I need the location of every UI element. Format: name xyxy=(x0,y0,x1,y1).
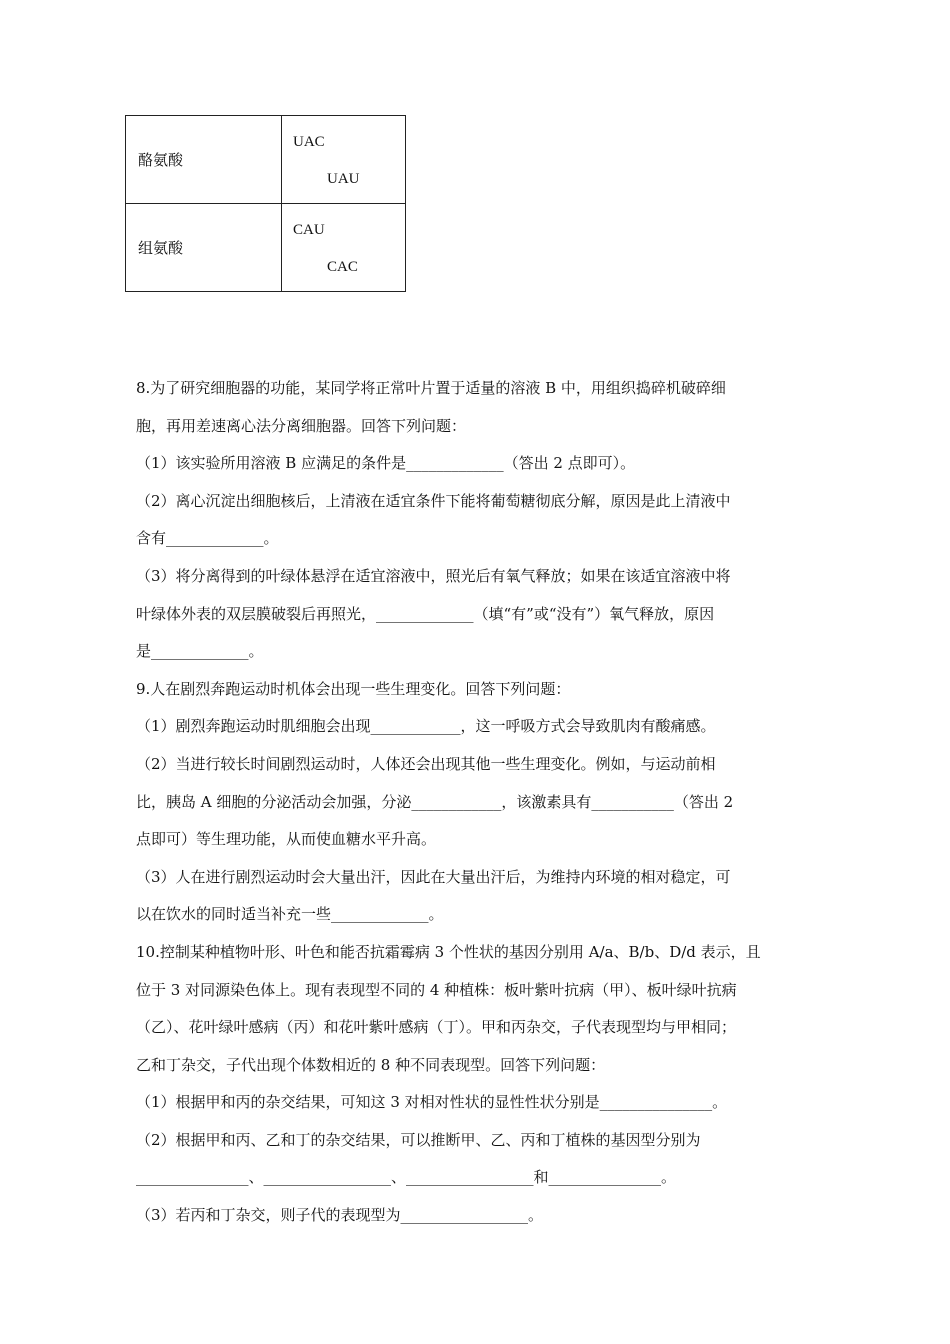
text-line: （2）当进行较长时间剧烈运动时，人体还会出现其他一些生理变化。例如，与运动前相 xyxy=(136,754,716,773)
text-line: 8.为了研究细胞器的功能，某同学将正常叶片置于适量的溶液 B 中，用组织捣碎机破碎细 xyxy=(136,379,726,397)
text-line: （3）人在进行剧烈运动时会大量出汗，因此在大量出汗后，为维持内环境的相对稳定，可 xyxy=(136,867,731,886)
text-line: 比，胰岛 A 细胞的分泌活动会加强，分泌____________，该激素具有___________（答出 2 xyxy=(136,792,734,811)
table-row xyxy=(126,116,406,204)
question-10 xyxy=(136,934,816,1235)
text-line: （3）将分离得到的叶绿体悬浮在适宜溶液中，照光后有氧气释放；如果在该适宜溶液中将 xyxy=(136,566,731,585)
text-line: （3）若丙和丁杂交，则子代的表现型为_________________。 xyxy=(136,1206,544,1225)
question-8 xyxy=(136,370,816,671)
amino-acid-label: 酪氨酸 xyxy=(138,151,184,169)
text-line: 点即可）等生理功能，从而使血糖水平升高。 xyxy=(136,830,437,849)
text-line: 是_____________。 xyxy=(136,642,264,661)
questions-section xyxy=(136,370,816,1235)
text-line: 含有_____________。 xyxy=(136,529,279,548)
text-line: 位于 3 对同源染色体上。现有表现型不同的 4 种植株：板叶紫叶抗病（甲）、板叶绿叶抗病 xyxy=(136,980,737,999)
codon-table xyxy=(125,115,406,292)
codon-cell xyxy=(282,116,406,204)
question-9 xyxy=(136,671,816,934)
text-line: （1）根据甲和丙的杂交结果，可知这 3 对相对性状的显性性状分别是_______________。 xyxy=(136,1093,728,1112)
text-line: 胞，再用差速离心法分离细胞器。回答下列问题： xyxy=(136,416,467,435)
codon-text: CAC xyxy=(327,259,358,275)
text-line: （2）根据甲和丙、乙和丁的杂交结果，可以推断甲、乙、丙和丁植株的基因型分别为 xyxy=(136,1130,701,1149)
codon-cell xyxy=(282,204,406,292)
amino-acid-cell xyxy=(126,116,282,204)
text-line: 乙和丁杂交，子代出现个体数相近的 8 种不同表现型。回答下列问题： xyxy=(136,1055,606,1074)
text-line: （2）离心沉淀出细胞核后，上清液在适宜条件下能将葡萄糖彻底分解，原因是此上清液中 xyxy=(136,491,731,510)
codon-text: UAU xyxy=(327,171,360,187)
amino-acid-label: 组氨酸 xyxy=(138,239,184,257)
text-line: 以在饮水的同时适当补充一些_____________。 xyxy=(136,905,444,924)
text-line: 9.人在剧烈奔跑运动时机体会出现一些生理变化。回答下列问题： xyxy=(136,679,571,698)
text-line: _______________、_________________、_________________和_______________。 xyxy=(136,1168,677,1187)
text-line: （1）该实验所用溶液 B 应满足的条件是_____________（答出 2 点即可）。 xyxy=(136,454,636,473)
amino-acid-cell xyxy=(126,204,282,292)
codon-text: CAU xyxy=(293,222,325,238)
text-line: （1）剧烈奔跑运动时肌细胞会出现____________，这一呼吸方式会导致肌肉有酸痛感。 xyxy=(136,717,716,736)
text-line: 10.控制某种植物叶形、叶色和能否抗霜霉病 3 个性状的基因分别用 A/a、B/b、D/d 表示，且 xyxy=(136,942,761,961)
codon-text: UAC xyxy=(293,134,325,150)
text-line: （乙）、花叶绿叶感病（丙）和花叶紫叶感病（丁）。甲和丙杂交，子代表现型均与甲相同； xyxy=(136,1018,737,1037)
text-line: 叶绿体外表的双层膜破裂后再照光，_____________（填“有”或“没有”）氧气释放，原因 xyxy=(136,604,715,623)
table-row xyxy=(126,204,406,292)
